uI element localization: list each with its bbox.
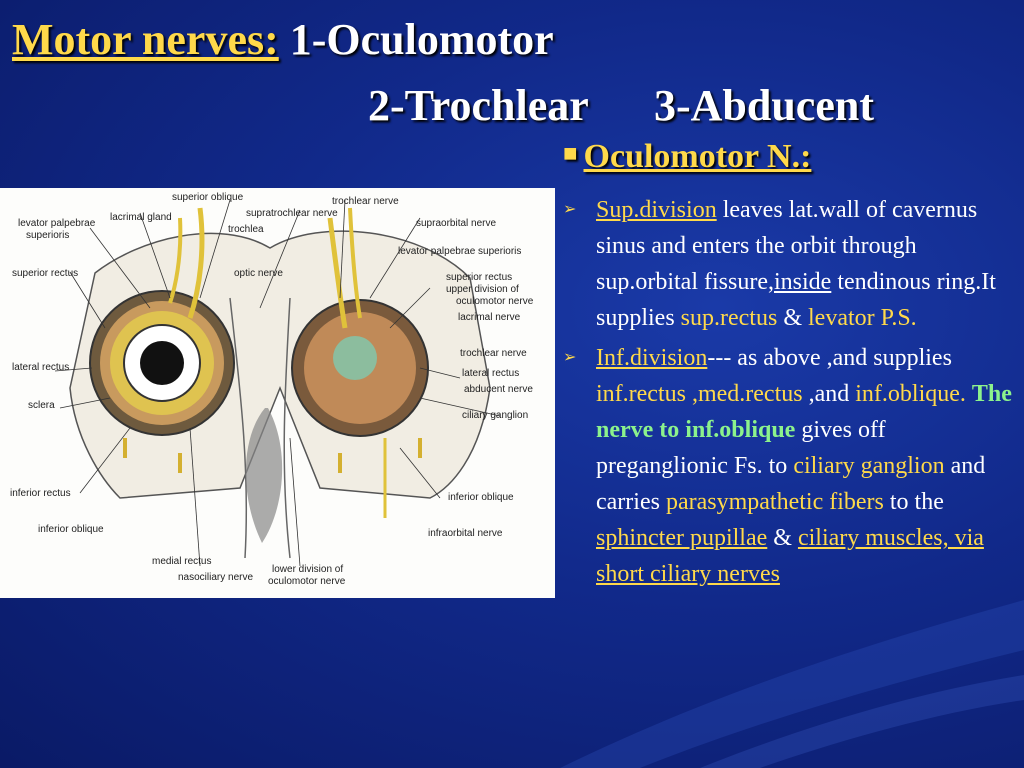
bullet-inf-division (563, 340, 1013, 592)
term-inf-division: Inf.division (596, 345, 708, 371)
heading-text: Oculomotor N.: (583, 138, 812, 175)
label-trochlear-nerve: trochlear nerve (332, 196, 399, 207)
label-infraorbital-nerve: infraorbital nerve (428, 528, 503, 539)
label-upper-division-1: upper division of (446, 284, 519, 295)
label-inferior-oblique-right: inferior oblique (448, 492, 514, 503)
label-lacrimal-gland: lacrimal gland (110, 212, 172, 223)
label-sclera: sclera (28, 400, 55, 411)
section-heading (563, 138, 811, 176)
square-bullet-icon: ■ (563, 141, 578, 167)
label-lacrimal-nerve: lacrimal nerve (458, 312, 521, 323)
label-upper-division-2: oculomotor nerve (456, 296, 534, 307)
label-lower-division-1: lower division of (272, 564, 344, 575)
term-nerve-to-inf-oblique: The nerve to inf.oblique (596, 381, 1012, 443)
text-span: leaves lat.wall of cavernus sinus and enters the orbit through sup.orbital fissure, (596, 197, 978, 295)
text-span: to the (883, 489, 944, 515)
label-lateral-rectus-left: lateral rectus (12, 362, 70, 373)
title-motor-nerves: Motor nerves: (12, 15, 279, 64)
arrow-bullet-icon: ➢ (563, 201, 577, 218)
label-optic-nerve: optic nerve (234, 268, 283, 279)
text-span: and carries (596, 453, 986, 515)
label-inferior-oblique-left: inferior oblique (38, 524, 104, 535)
label-ciliary-ganglion: ciliary ganglion (462, 410, 529, 421)
orbit-nerves-figure (0, 188, 555, 598)
title-line-2: 2-Trochlear 3-Abducent (368, 81, 874, 130)
term-med-rectus: med.rectus (697, 381, 803, 407)
term-inf-oblique: inf.oblique. (855, 381, 966, 407)
term-ciliary-muscles: ciliary muscles, via short ciliary nerves (596, 525, 984, 587)
term-sup-division: Sup.division (596, 197, 717, 223)
label-medial-rectus: medial rectus (152, 556, 212, 567)
term-inf-rectus: inf.rectus , (596, 381, 698, 407)
label-levator-palpebrae-left-1: levator palpebrae (18, 218, 96, 229)
label-lower-division-2: oculomotor nerve (268, 576, 346, 587)
label-inferior-rectus: inferior rectus (10, 488, 71, 499)
term-sphincter-pupillae: sphincter pupillae (596, 525, 768, 551)
label-trochlear-nerve-right: trochlear nerve (460, 348, 527, 359)
term-parasympathetic: parasympathetic fibers (665, 489, 884, 515)
label-supratrochlear-nerve: supratrochlear nerve (246, 208, 338, 219)
text-span: gives off preganglionic Fs. to (596, 417, 886, 479)
bullet-sup-division (563, 192, 1013, 336)
label-trochlea: trochlea (228, 224, 264, 235)
text-span: --- as above ,and supplies (707, 345, 952, 371)
label-levator-palpebrae-left-2: superioris (26, 230, 70, 241)
bullet-list (563, 192, 1013, 596)
text-span: & (767, 525, 798, 551)
label-superior-rectus-right: superior rectus (446, 272, 513, 283)
text-span: tendinous ring.It supplies (596, 269, 996, 331)
label-lateral-rectus-right: lateral rectus (462, 368, 520, 379)
label-abducent-nerve: abducent nerve (464, 384, 533, 395)
text-span: ,and (802, 381, 856, 407)
slide-title (12, 14, 554, 65)
label-superior-rectus-left: superior rectus (12, 268, 79, 279)
label-nasociliary-nerve: nasociliary nerve (178, 572, 254, 583)
term-ciliary-ganglion: ciliary ganglion (793, 453, 945, 479)
term-sup-rectus: sup.rectus (680, 305, 778, 331)
label-superior-oblique: superior oblique (172, 192, 244, 203)
label-levator-palpebrae-right: levator palpebrae superioris (398, 246, 522, 257)
term-inside: inside (773, 269, 832, 295)
text-span: & (777, 305, 808, 331)
term-levator: levator P.S. (808, 305, 917, 331)
title-oculomotor: 1-Oculomotor (278, 15, 554, 64)
label-supraorbital-nerve: supraorbital nerve (416, 218, 497, 229)
arrow-bullet-icon: ➢ (563, 349, 577, 366)
